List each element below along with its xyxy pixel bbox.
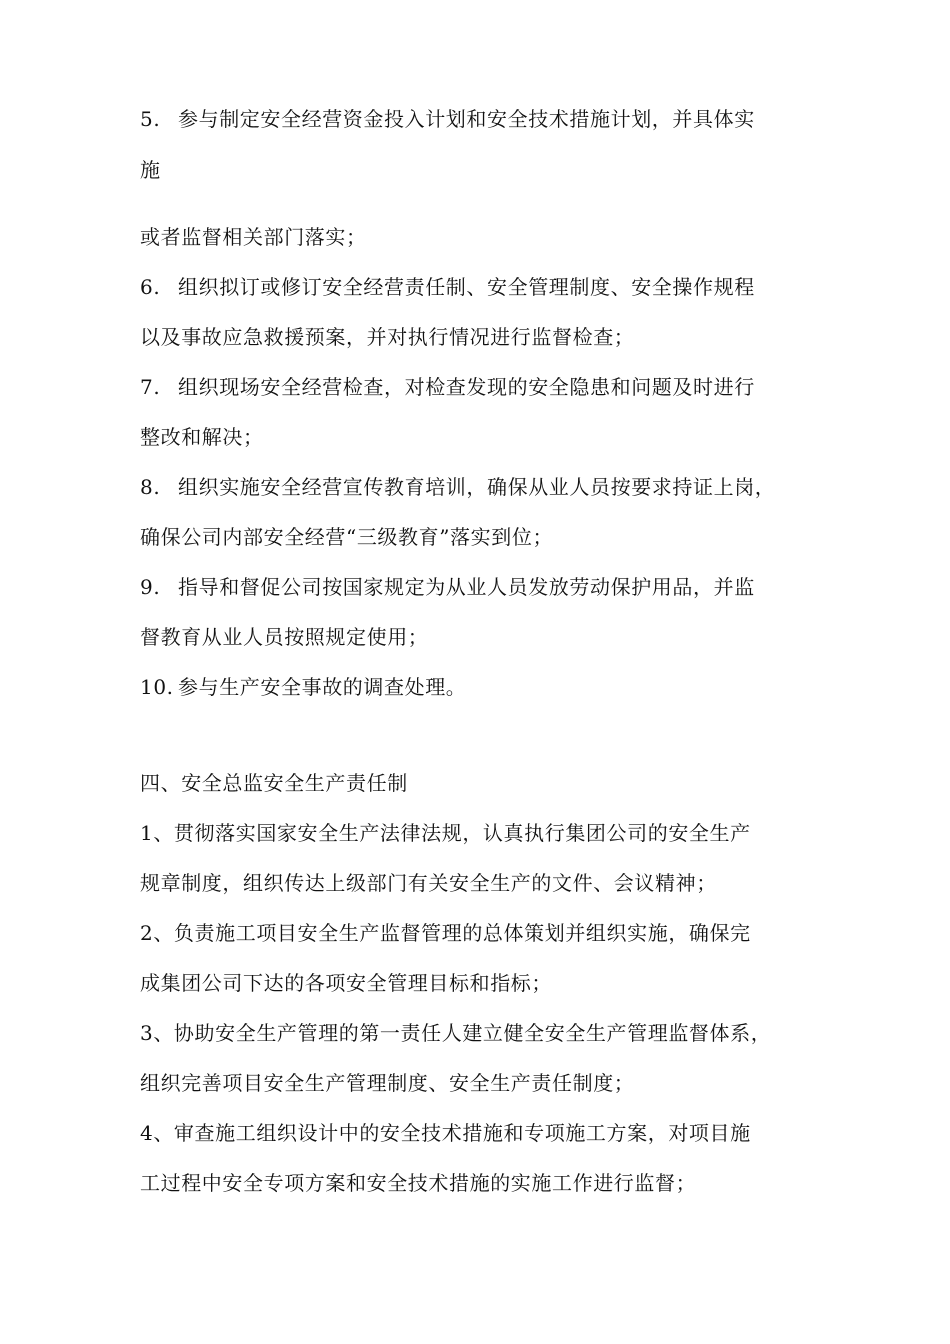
section-item-1-line-1: 1、贯彻落实国家安全生产法律法规，认真执行集团公司的安全生产 bbox=[140, 821, 751, 845]
list-item-7-line-1 bbox=[140, 374, 755, 400]
list-item-8-line-2: 确保公司内部安全经营“三级教育”落实到位； bbox=[140, 525, 554, 549]
list-text: 组织现场安全经营检查，对检查发现的安全隐患和问题及时进行 bbox=[178, 375, 755, 399]
list-text: 组织实施安全经营宣传教育培训，确保从业人员按要求持证上岗， bbox=[178, 475, 776, 499]
section-item-4-line-2: 工过程中安全专项方案和安全技术措施的实施工作进行监督； bbox=[140, 1171, 697, 1195]
section-item-4-line-1: 4、审查施工组织设计中的安全技术措施和专项施工方案，对项目施 bbox=[140, 1121, 751, 1145]
list-text: 指导和督促公司按国家规定为从业人员发放劳动保护用品，并监 bbox=[178, 575, 755, 599]
section-item-2-line-1: 2、负责施工项目安全生产监督管理的总体策划并组织实施，确保完 bbox=[140, 921, 751, 945]
section-item-2-line-2: 成集团公司下达的各项安全管理目标和指标； bbox=[140, 971, 552, 995]
list-item-9-line-1 bbox=[140, 574, 755, 600]
list-number: 10. bbox=[140, 675, 174, 699]
list-item-6-line-2: 以及事故应急救援预案，并对执行情况进行监督检查； bbox=[140, 325, 635, 349]
list-item-6-line-1 bbox=[140, 274, 755, 300]
list-item-5-line-3: 或者监督相关部门落实； bbox=[140, 225, 367, 249]
list-number: 6. bbox=[140, 275, 161, 299]
section-item-3-line-1: 3、协助安全生产管理的第一责任人建立健全安全生产管理监督体系， bbox=[140, 1021, 772, 1045]
list-item-8-line-1 bbox=[140, 474, 775, 500]
list-item-9-line-2: 督教育从业人员按照规定使用； bbox=[140, 625, 429, 649]
section-heading: 四、安全总监安全生产责任制 bbox=[140, 771, 408, 795]
list-text: 参与生产安全事故的调查处理。 bbox=[178, 675, 467, 699]
list-item-5-line-1 bbox=[140, 106, 755, 132]
list-item-7-line-2: 整改和解决； bbox=[140, 425, 264, 449]
list-number: 7. bbox=[140, 375, 161, 399]
list-text: 组织拟订或修订安全经营责任制、安全管理制度、安全操作规程 bbox=[178, 275, 755, 299]
list-number: 5. bbox=[140, 107, 161, 131]
list-item-5-line-2: 施 bbox=[140, 158, 161, 182]
section-item-3-line-2: 组织完善项目安全生产管理制度、安全生产责任制度； bbox=[140, 1071, 635, 1095]
list-number: 9. bbox=[140, 575, 161, 599]
list-number: 8. bbox=[140, 475, 161, 499]
list-text: 参与制定安全经营资金投入计划和安全技术措施计划，并具体实 bbox=[178, 107, 755, 131]
list-item-10-line-1 bbox=[140, 674, 466, 700]
section-item-1-line-2: 规章制度，组织传达上级部门有关安全生产的文件、会议精神； bbox=[140, 871, 717, 895]
